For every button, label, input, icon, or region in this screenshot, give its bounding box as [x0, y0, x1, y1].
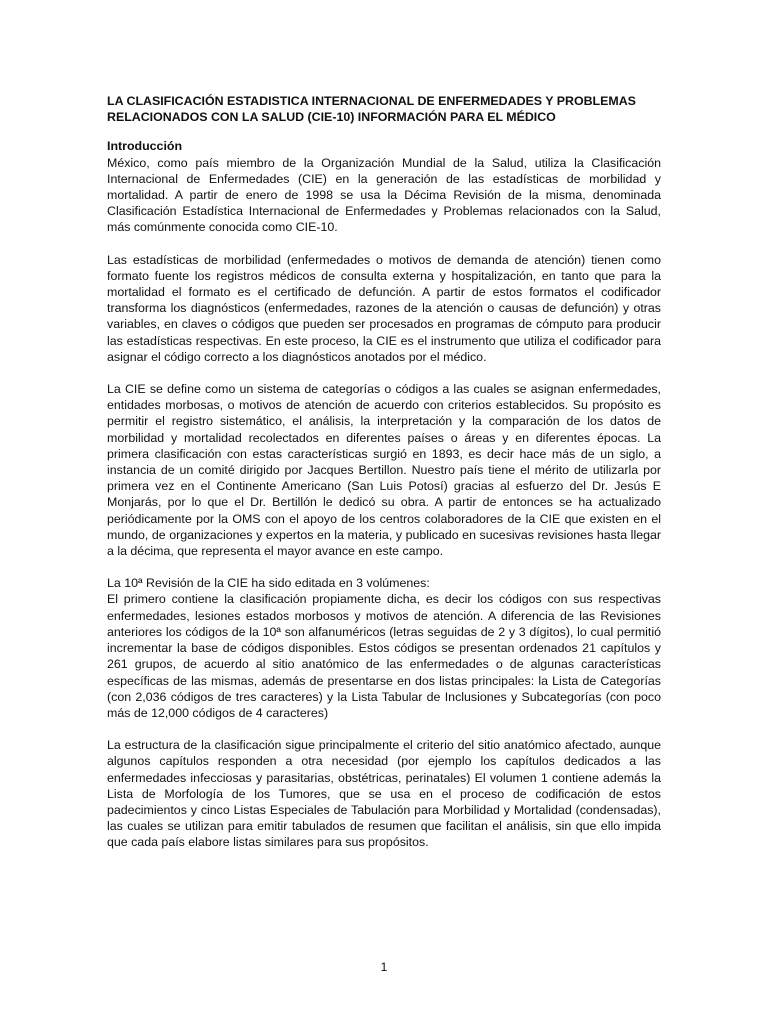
volumes-intro-line: La 10ª Revisión de la CIE ha sido editada en 3 volúmenes: [107, 576, 430, 591]
section-heading-introduccion: Introducción [107, 139, 183, 154]
paragraph-5: La estructura de la clasificación sigue principalmente el criterio del sitio anatómico afectado, aunque algunos capítulos responden a otra necesidad (por ejemplo los capítulos dedicados a las enfermedades infecciosas y parasitarias, obstétricas, perinatales) El volumen 1 contiene además la Lista de Morfología de los Tumores, que se usa en el proceso de codificación de estos padecimientos y cinco Listas Especiales de Tabulación para Morbilidad y Mortalidad (condensadas), las cuales se utilizan para emitir tabulados de resumen que facilitan el análisis, sin que ello impida que cada país elabore listas similares para sus propósitos. [107, 738, 661, 850]
page-number: 1 [380, 960, 388, 974]
document-title: LA CLASIFICACIÓN ESTADISTICA INTERNACIONAL DE ENFERMEDADES Y PROBLEMAS RELACIONADOS CON LA SALUD (CIE-10) INFORMACIÓN PARA EL MÉDICO [107, 94, 636, 125]
paragraph-2: Las estadísticas de morbilidad (enfermedades o motivos de demanda de atención) tienen como formato fuente los registros médicos de consulta externa y hospitalización, en tanto que para la mortalidad el formato es el certificado de defunción. A partir de estos formatos el codificador transforma los diagnósticos (enfermedades, razones de la atención o causas de defunción) y otras variables, en claves o códigos que pueden ser procesados en programas de cómputo para producir las estadísticas respectivas. En este proceso, la CIE es el instrumento que utiliza el codificador para asignar el código correcto a los diagnósticos anotados por el médico. [107, 252, 661, 364]
paragraph-4: El primero contiene la clasificación propiamente dicha, es decir los códigos con sus respectivas enfermedades, lesiones estados morbosos y motivos de atención. A diferencia de las Revisiones anteriores los códigos de la 10ª son alfanuméricos (letras seguidas de 2 y 3 dígitos), lo cual permitió incrementar la base de códigos disponibles. Estos códigos se presentan ordenados 21 capítulos y 261 grupos, de acuerdo al sitio anatómico de las enfermedades o de algunas características específicas de las mismas, además de presentarse en dos listas principales: la Lista de Categorías (con 2,036 códigos de tres caracteres) y la Lista Tabular de Inclusiones y Subcategorías (con poco más de 12,000 códigos de 4 caracteres) [107, 592, 661, 720]
document-page [107, 93, 661, 867]
paragraph-1: México, como país miembro de la Organización Mundial de la Salud, utiliza la Clasificación Internacional de Enfermedades (CIE) en la generación de las estadísticas de morbilidad y mortalidad. A partir de enero de 1998 se usa la Décima Revisión de la misma, denominada Clasificación Estadística Internacional de Enfermedades y Problemas relacionados con la Salud, más comúnmente conocida como CIE-10. [107, 155, 661, 235]
paragraph-3: La CIE se define como un sistema de categorías o códigos a las cuales se asignan enfermedades, entidades morbosas, o motivos de atención de acuerdo con criterios establecidos. Su propósito es permitir el registro sistemático, el análisis, la interpretación y la comparación de los datos de morbilidad y mortalidad recolectados en diferentes países o áreas y en diferentes épocas. La primera clasificación con estas características surgió en 1893, es decir hace más de un siglo, a instancia de un comité dirigido por Jacques Bertillon. Nuestro país tiene el mérito de utilizarla por primera vez en el Continente Americano (San Luis Potosí) gracias al esfuerzo del Dr. Jesús E Monjarás, por lo que el Dr. Bertillón le dedicó su obra. A partir de entonces se ha actualizado periódicamente por la OMS con el apoyo de los centros colaboradores de la CIE que existen en el mundo, de organizaciones y expertos en la materia, y publicado en sucesivas revisiones hasta llegar a la décima, que representa el mayor avance en este campo. [107, 382, 661, 559]
